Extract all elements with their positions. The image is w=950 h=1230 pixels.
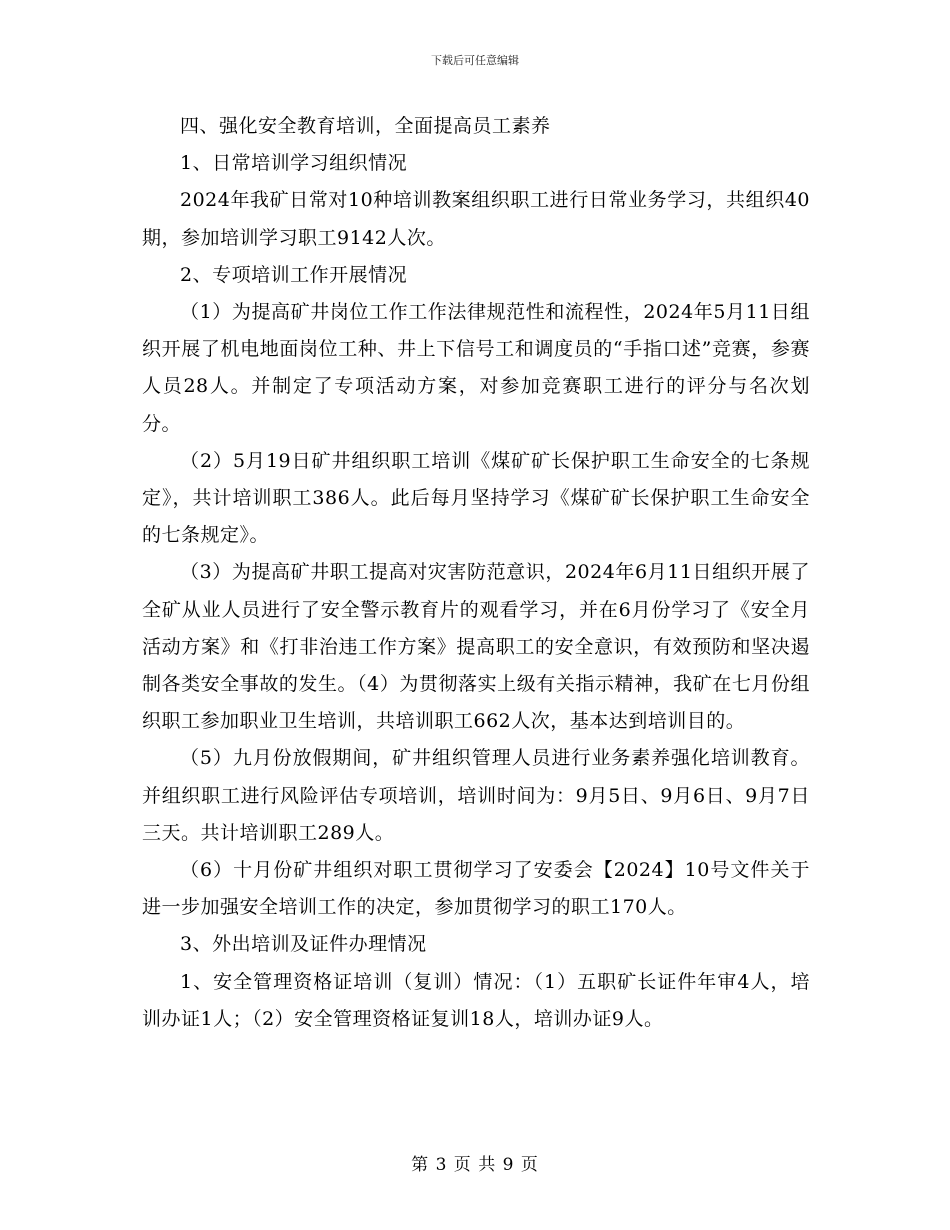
body-paragraph: （1）为提高矿井岗位工作工作法律规范性和流程性，2024年5月11日组织开展了机电地面岗位工种、井上下信号工和调度员的“手指口述”竞赛，参赛人员28人。并制定了专项活动方案，对参加竞赛职工进行的评分与名次划分。	[142, 301, 810, 435]
body-paragraph: 2024年我矿日常对10种培训教案组织职工进行日常业务学习，共组织40期，参加培训学习职工9142人次。	[142, 189, 810, 249]
body-paragraph: 1、安全管理资格证培训（复训）情况：（1）五职矿长证件年审4人，培训办证1人；（2）安全管理资格证复训18人，培训办证9人。	[142, 970, 810, 1030]
section-heading: 四、强化安全教育培训，全面提高员工素养	[180, 115, 551, 137]
page-number: 第 3 页 共 9 页	[411, 1155, 539, 1175]
document-body	[142, 108, 810, 1038]
subsection-heading: 3、外出培训及证件办理情况	[180, 933, 427, 956]
body-paragraph: （5）九月份放假期间，矿井组织管理人员进行业务素养强化培训教育。并组织职工进行风险评估专项培训，培训时间为：9月5日、9月6日、9月7日三天。共计培训职工289人。	[142, 747, 810, 844]
body-paragraph: （3）为提高矿井职工提高对灾害防范意识，2024年6月11日组织开展了全矿从业人员进行了安全警示教育片的观看学习，并在6月份学习了《安全月活动方案》和《打非治违工作方案》提高职工的安全意识，有效预防和坚决遏制各类安全事故的发生。（4）为贯彻落实上级有关指示精神，我矿在七月份组织职工参加职业卫生培训，共培训职工662人次，基本达到培训目的。	[142, 561, 810, 733]
subsection-heading: 1、日常培训学习组织情况	[180, 152, 408, 175]
subsection-heading: 2、专项培训工作开展情况	[180, 263, 408, 286]
body-paragraph: （6）十月份矿井组织对职工贯彻学习了安委会【2024】10号文件关于进一步加强安全培训工作的决定，参加贯彻学习的职工170人。	[142, 859, 810, 919]
page-header-note: 下载后可任意编辑	[431, 54, 519, 67]
body-paragraph: （2）5月19日矿井组织职工培训《煤矿矿长保护职工生命安全的七条规定》，共计培训职工386人。此后每月坚持学习《煤矿矿长保护职工生命安全的七条规定》。	[142, 449, 810, 547]
